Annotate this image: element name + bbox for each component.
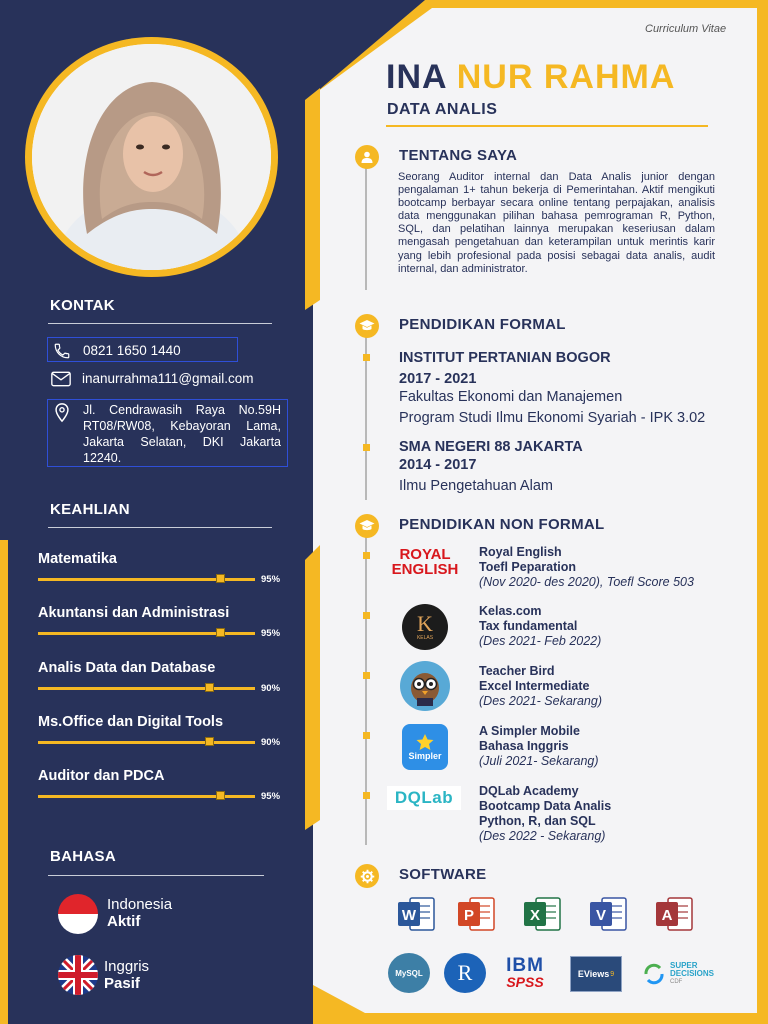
access-icon: [654, 896, 694, 932]
course-period: (Nov 2020- des 2020), Toefl Score 503: [479, 575, 694, 589]
timeline-dot: [363, 354, 370, 361]
course-period: (Des 2022 - Sekarang): [479, 829, 606, 843]
skill-item: [38, 660, 288, 694]
language-level: Pasif: [104, 975, 140, 992]
school-name: SMA NEGERI 88 JAKARTA: [399, 439, 583, 455]
nonformal-item: [479, 664, 602, 709]
svg-text:V: V: [595, 907, 607, 924]
language-name: Inggris: [104, 958, 150, 975]
timeline-dot: [363, 444, 370, 451]
school-years: 2017 - 2021: [399, 371, 477, 387]
course-period: (Des 2021- Feb 2022): [479, 634, 602, 648]
course-name: Bootcamp Data Analis: [479, 799, 612, 813]
skill-item: [38, 605, 288, 639]
r-icon: [444, 953, 486, 993]
software-section-title: SOFTWARE: [399, 866, 487, 883]
logo-line: SUPER: [669, 961, 698, 970]
course-period: (Juli 2021- Sekarang): [479, 754, 599, 768]
skill-name: Auditor dan PDCA: [38, 768, 165, 784]
skill-item: [38, 551, 288, 585]
language-name: Indonesia: [107, 896, 173, 913]
skill-percent: 95%: [261, 574, 281, 585]
person-icon: [355, 145, 379, 169]
org-name: DQLab Academy: [479, 784, 579, 798]
school-detail: Fakultas Ekonomi dan Manajemen: [399, 389, 623, 405]
about-section-title: TENTANG SAYA: [399, 147, 518, 164]
language-level: Aktif: [107, 913, 141, 930]
mysql-icon: [388, 953, 430, 993]
svg-text:X: X: [529, 907, 541, 924]
school-detail: Program Studi Ilmu Ekonomi Syariah - IPK 3.02: [399, 410, 706, 426]
super-decisions-icon: [632, 960, 724, 988]
contact-divider: [48, 323, 272, 324]
nonformal-item: [479, 604, 601, 649]
languages-section-title: BAHASA: [50, 848, 116, 865]
job-title: DATA ANALIS: [387, 101, 498, 118]
course-name: Bahasa Inggris: [479, 739, 569, 753]
org-name: A Simpler Mobile: [479, 724, 580, 738]
skill-bar: [38, 741, 255, 744]
skills-divider: [48, 527, 272, 528]
skill-name: Ms.Office dan Digital Tools: [38, 714, 224, 730]
svg-text:A: A: [661, 907, 673, 924]
skill-bar: [38, 687, 255, 690]
skill-name: Akuntansi dan Administrasi: [38, 605, 230, 621]
svg-text:W: W: [401, 907, 417, 924]
logo-line: ENGLISH: [391, 561, 459, 578]
logo-line: DQLab: [394, 788, 454, 807]
skill-percent: 90%: [261, 683, 281, 694]
logo-line: ROYAL: [399, 546, 451, 563]
nonformal-item: [479, 724, 599, 769]
logo-line: DECISIONS: [669, 969, 714, 978]
logo-line: SPSS: [506, 974, 544, 990]
skill-level-marker: [205, 683, 214, 692]
course-period: (Des 2021- Sekarang): [479, 694, 602, 708]
language-indonesia: [107, 896, 172, 930]
simpler-logo: [402, 724, 448, 770]
profile-photo-frame: [25, 37, 278, 277]
graduation-cap-icon: [355, 514, 379, 538]
timeline-dot: [363, 732, 370, 739]
royal-english-logo: [390, 545, 460, 579]
skill-level-marker: [216, 791, 225, 800]
logo-line: R: [457, 960, 473, 985]
languages-divider: [48, 875, 264, 876]
address-row: [47, 399, 288, 467]
title-underline: [386, 125, 708, 127]
language-inggris: [104, 958, 149, 992]
email-address: inanurrahma111@gmail.com: [82, 371, 254, 386]
skill-percent: 95%: [261, 628, 281, 639]
skill-item: [38, 768, 288, 802]
uk-flag-icon: [58, 955, 98, 995]
org-name: Royal English: [479, 545, 562, 559]
contact-section-title: KONTAK: [50, 297, 115, 314]
logo-line: CDF: [669, 979, 683, 985]
indonesia-flag-icon: [58, 894, 98, 934]
timeline-dot: [363, 612, 370, 619]
skill-level-marker: [216, 628, 225, 637]
course-name: Toefl Peparation: [479, 560, 577, 574]
org-name: Teacher Bird: [479, 664, 555, 678]
skill-name: Matematika: [38, 551, 117, 567]
logo-line: EViews: [577, 969, 610, 979]
dqlab-logo: [387, 786, 461, 810]
phone-number: 0821 1650 1440: [83, 343, 181, 358]
school-detail: Ilmu Pengetahuan Alam: [399, 478, 553, 494]
address-text: Jl. Cendrawasih Raya No.59H RT08/RW08, Kebayoran Lama, Jakarta Selatan, DKI Jakarta 12240.: [83, 403, 281, 465]
timeline-dot: [363, 792, 370, 799]
gear-icon: [355, 864, 379, 888]
logo-line: KELAS: [416, 635, 434, 641]
about-timeline-line: [365, 165, 367, 290]
nonformal-item: [479, 784, 611, 844]
formal-section-title: PENDIDIKAN FORMAL: [399, 316, 566, 333]
phone-row[interactable]: [47, 337, 238, 362]
logo-line: K: [417, 611, 433, 636]
location-pin-icon: [51, 402, 73, 424]
email-icon: [50, 369, 72, 389]
about-text: Seorang Auditor internal dan Data Analis junior dengan pengalaman 1+ tahun bekerja di Pemerintahan. Aktif mengikuti bootcamp berbayar secara online tentang perpajakan, analisis data menggunakan pilihan bahasa pemrograman R, Python, SQL, dan pelatihan lainnya merupakan keseriusan dalam mengasah pengetahuan dan keterampilan untuk merintis karir yang lebih profesional pada posisi sebagai data analis, audit internal, dan administrator.: [398, 171, 715, 275]
profile-photo: [32, 44, 271, 270]
skills-section-title: KEAHLIAN: [50, 501, 130, 518]
svg-text:P: P: [463, 907, 475, 924]
logo-line: MySQL: [395, 968, 423, 978]
email-row[interactable]: [50, 369, 254, 389]
nonformal-item: [479, 545, 694, 590]
course-name: Excel Intermediate: [479, 679, 590, 693]
name-rest: NUR RAHMA: [456, 58, 676, 96]
course-name: Python, R, dan SQL: [479, 814, 596, 828]
school-years: 2014 - 2017: [399, 457, 477, 473]
name-first: INA: [386, 58, 447, 96]
logo-line: Simpler: [408, 751, 442, 761]
eviews-icon: [570, 956, 622, 992]
ibm-spss-icon: [497, 955, 553, 993]
cv-label: Curriculum Vitae: [645, 23, 727, 35]
org-name: Kelas.com: [479, 604, 542, 618]
course-name: Tax fundamental: [479, 619, 578, 633]
teacher-bird-logo: [400, 661, 450, 711]
skill-percent: 95%: [261, 791, 281, 802]
skill-level-marker: [216, 574, 225, 583]
word-icon: [396, 896, 436, 932]
visio-icon: [588, 896, 628, 932]
phone-icon: [51, 341, 73, 361]
full-name: [386, 58, 675, 97]
skill-percent: 90%: [261, 737, 281, 748]
skill-item: [38, 714, 288, 748]
graduation-cap-icon: [355, 314, 379, 338]
timeline-dot: [363, 552, 370, 559]
kelas-com-logo: [402, 604, 448, 650]
skill-name: Analis Data dan Database: [38, 660, 216, 676]
excel-icon: [522, 896, 562, 932]
skill-level-marker: [205, 737, 214, 746]
timeline-dot: [363, 672, 370, 679]
nonformal-section-title: PENDIDIKAN NON FORMAL: [399, 516, 605, 533]
powerpoint-icon: [456, 896, 496, 932]
logo-line: IBM: [506, 955, 544, 976]
school-name: INSTITUT PERTANIAN BOGOR: [399, 350, 611, 366]
logo-line: 9: [610, 970, 615, 978]
